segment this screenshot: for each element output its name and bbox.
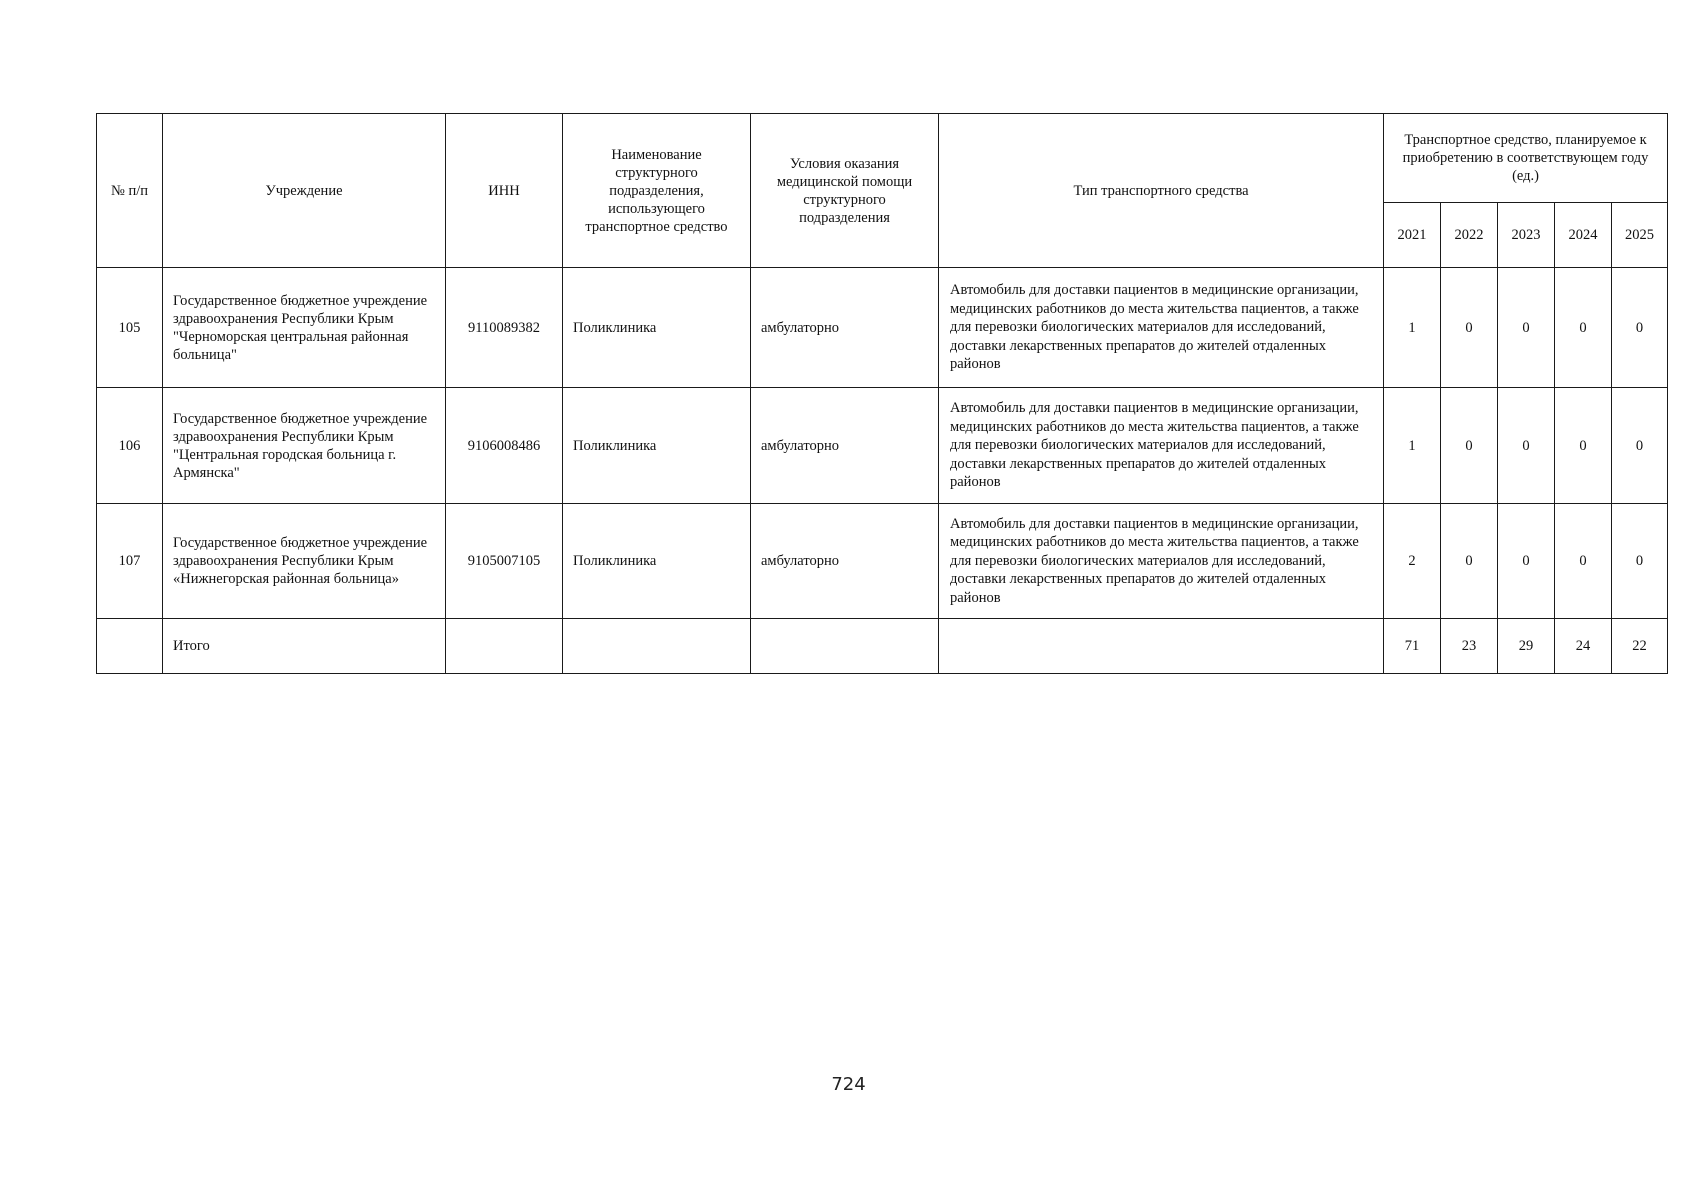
header-vehicle-type: Тип транспортного средства (939, 114, 1384, 268)
row-institution: Государственное бюджетное учреждение здравоохранения Республики Крым "Центральная городская больница г. Армянска" (163, 388, 446, 504)
total-value-2022: 23 (1441, 619, 1498, 674)
vehicle-plan-table (96, 113, 1668, 674)
row-institution: Государственное бюджетное учреждение здравоохранения Республики Крым «Нижнегорская районная больница» (163, 504, 446, 619)
table-row (97, 268, 1668, 388)
header-planned-group: Транспортное средство, планируемое к приобретению в соответствующем году (ед.) (1384, 114, 1668, 203)
row-conditions: амбулаторно (751, 268, 939, 388)
total-value-2024: 24 (1555, 619, 1612, 674)
row-subdivision: Поликлиника (563, 388, 751, 504)
row-value-2025: 0 (1612, 268, 1668, 388)
header-year-2025: 2025 (1612, 203, 1668, 268)
table-row (97, 504, 1668, 619)
header-year-2021: 2021 (1384, 203, 1441, 268)
total-conditions-empty (751, 619, 939, 674)
row-subdivision: Поликлиника (563, 268, 751, 388)
row-value-2022: 0 (1441, 268, 1498, 388)
total-row (97, 619, 1668, 674)
row-inn: 9110089382 (446, 268, 563, 388)
row-value-2023: 0 (1498, 268, 1555, 388)
header-conditions: Условия оказания медицинской помощи структурного подразделения (751, 114, 939, 268)
row-vehicle-type: Автомобиль для доставки пациентов в медицинские организации, медицинских работников до места жительства пациентов, а также для перевозки биологических материалов для исследований, доставки лекарственных препаратов до жителей отдаленных районов (939, 388, 1384, 504)
row-value-2021: 2 (1384, 504, 1441, 619)
table-row (97, 388, 1668, 504)
row-conditions: амбулаторно (751, 504, 939, 619)
row-num: 107 (97, 504, 163, 619)
row-value-2024: 0 (1555, 504, 1612, 619)
row-vehicle-type: Автомобиль для доставки пациентов в медицинские организации, медицинских работников до места жительства пациентов, а также для перевозки биологических материалов для исследований, доставки лекарственных препаратов до жителей отдаленных районов (939, 504, 1384, 619)
row-vehicle-type: Автомобиль для доставки пациентов в медицинские организации, медицинских работников до места жительства пациентов, а также для перевозки биологических материалов для исследований, доставки лекарственных препаратов до жителей отдаленных районов (939, 268, 1384, 388)
header-subdivision: Наименование структурного подразделения, использующего транспортное средство (563, 114, 751, 268)
row-value-2021: 1 (1384, 388, 1441, 504)
row-value-2023: 0 (1498, 388, 1555, 504)
row-num: 106 (97, 388, 163, 504)
row-value-2025: 0 (1612, 388, 1668, 504)
total-value-2023: 29 (1498, 619, 1555, 674)
row-value-2023: 0 (1498, 504, 1555, 619)
header-num: № п/п (97, 114, 163, 268)
total-num-empty (97, 619, 163, 674)
total-value-2025: 22 (1612, 619, 1668, 674)
row-conditions: амбулаторно (751, 388, 939, 504)
row-inn: 9105007105 (446, 504, 563, 619)
row-value-2025: 0 (1612, 504, 1668, 619)
row-value-2022: 0 (1441, 388, 1498, 504)
total-inn-empty (446, 619, 563, 674)
vehicle-plan-table-wrapper (96, 113, 1667, 674)
total-vehicle-type-empty (939, 619, 1384, 674)
header-institution: Учреждение (163, 114, 446, 268)
header-inn: ИНН (446, 114, 563, 268)
header-year-2024: 2024 (1555, 203, 1612, 268)
row-value-2024: 0 (1555, 268, 1612, 388)
header-year-2023: 2023 (1498, 203, 1555, 268)
row-value-2022: 0 (1441, 504, 1498, 619)
row-subdivision: Поликлиника (563, 504, 751, 619)
header-year-2022: 2022 (1441, 203, 1498, 268)
row-value-2021: 1 (1384, 268, 1441, 388)
row-value-2024: 0 (1555, 388, 1612, 504)
row-num: 105 (97, 268, 163, 388)
total-subdivision-empty (563, 619, 751, 674)
row-inn: 9106008486 (446, 388, 563, 504)
total-value-2021: 71 (1384, 619, 1441, 674)
page-number: 724 (831, 1074, 866, 1095)
row-institution: Государственное бюджетное учреждение здравоохранения Республики Крым "Черноморская центральная районная больница" (163, 268, 446, 388)
total-label: Итого (163, 619, 446, 674)
